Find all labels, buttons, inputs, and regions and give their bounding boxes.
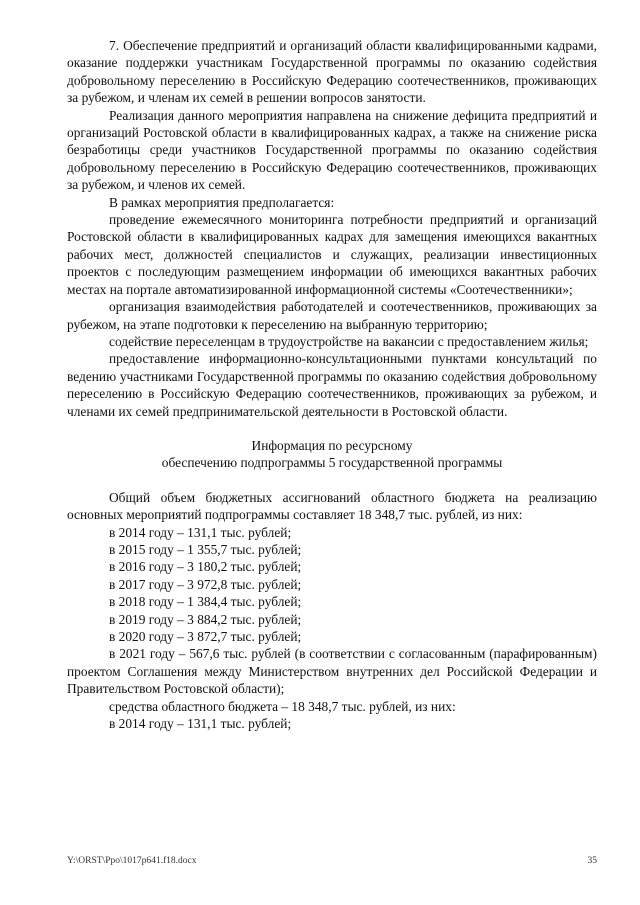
section-heading [67,437,597,472]
list-item: организация взаимодействия работодателей и соотечественников, проживающих за рубежом, на этапе подготовки к переселению на выбранную территорию; [67,299,597,332]
paragraph-item-7: 7. Обеспечение предприятий и организаций области квалифицированными кадрами, оказание поддержки участникам Государственной программы по оказанию содействия добровольному переселению в Российскую Федерацию соотечественников, проживающих за рубежом, и членам их семей в решении вопросов занятости. [67,38,597,106]
heading-line-2: обеспечению подпрограммы 5 государственной программы [161,455,503,471]
year-line: в 2019 году – 3 884,2 тыс. рублей; [109,611,302,627]
paragraph-regional-funds: средства областного бюджета – 18 348,7 тыс. рублей, из них: [109,698,456,714]
document-body [67,37,597,732]
page-number: 35 [587,856,597,866]
list-item: содействие переселенцам в трудоустройстве на вакансии с предоставлением жилья; [109,333,589,349]
paragraph-purpose: Реализация данного мероприятия направлена на снижение дефицита предприятий и организаций Ростовской области в квалифицированных кадрах, а также на снижение риска безработицы среди участников Государственной программы по оказанию содействия добровольному переселению в Российскую Федерацию соотечественников, проживающих за рубежом, и членов их семей. [67,107,597,193]
paragraph-year-2021: в 2021 году – 567,6 тыс. рублей (в соответствии с согласованным (парафированным) проектом Соглашения между Министерством внутренних дел Российской Федерации и Правительством Ростовской области); [67,646,597,697]
list-item: проведение ежемесячного мониторинга потребности предприятий и организаций Ростовской области в квалифицированных кадрах для замещения имеющихся вакантных рабочих мест, должностей специалистов и служащих, реализации инвестиционных проектов с последующим размещением информации об имеющихся вакантных рабочих местах на портале автоматизированной информационной системы «Соотечественники»; [67,212,597,297]
list-item: предоставление информационно-консультационными пунктами консультаций по ведению участниками Государственной программы по оказанию содействия добровольному переселению в Российскую Федерацию соотечественников, проживающих за рубежом, и членами их семей предпринимательской деятельности в Ростовской области. [67,351,597,419]
year-line: в 2014 году – 131,1 тыс. рублей; [109,716,292,732]
year-line: в 2016 году – 3 180,2 тыс. рублей; [109,559,302,575]
year-line: в 2018 году – 1 384,4 тыс. рублей; [109,594,302,610]
year-line: в 2015 году – 1 355,7 тыс. рублей; [109,541,302,557]
paragraph-intro: В рамках мероприятия предполагается: [109,194,335,210]
file-path: Y:\ORST\Ppo\1017p641.f18.docx [67,856,197,866]
year-line: в 2017 году – 3 972,8 тыс. рублей; [109,576,302,592]
paragraph-resources-intro: Общий объем бюджетных ассигнований областного бюджета на реализацию основных мероприятий подпрограммы составляет 18 348,7 тыс. рублей, из них: [67,489,597,523]
heading-line-1: Информация по ресурсному [251,437,413,453]
year-line: в 2020 году – 3 872,7 тыс. рублей; [109,629,302,644]
year-line: в 2014 году – 131,1 тыс. рублей; [109,524,292,540]
